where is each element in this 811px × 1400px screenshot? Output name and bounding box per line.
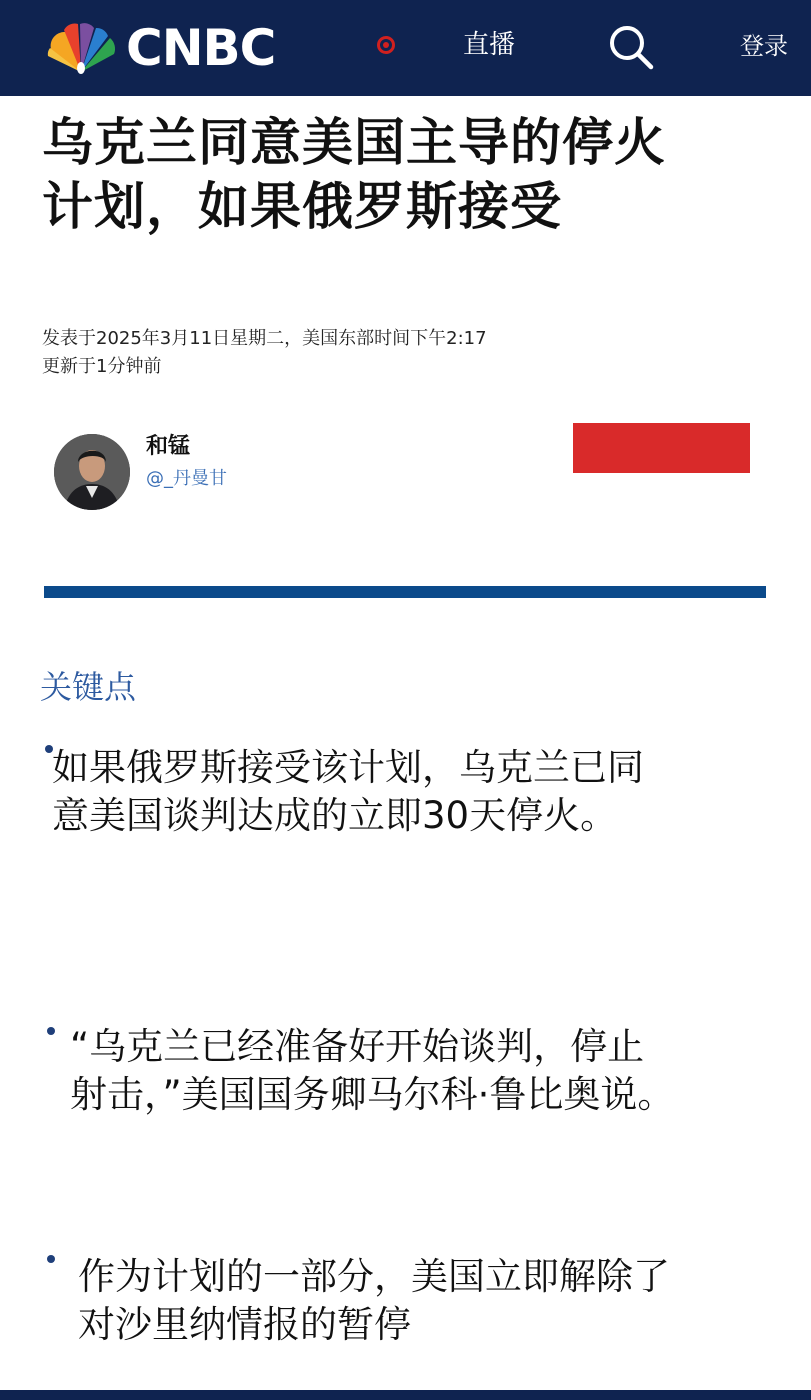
follow-button[interactable] — [573, 423, 750, 473]
article-meta — [42, 325, 742, 381]
key-point-1: 如果俄罗斯接受该计划，乌克兰已同意美国谈判达成的立即30天停火。 — [52, 746, 644, 837]
brand-wordmark: CNBC — [126, 19, 276, 77]
section-divider — [44, 586, 766, 598]
key-points-title: 关键点 — [40, 668, 137, 706]
author-photo — [54, 434, 130, 510]
login-link[interactable]: 登录 — [740, 32, 788, 60]
live-link[interactable]: 直播 — [463, 30, 516, 60]
published-timestamp: 发表于2025年3月11日星期二，美国东部时间下午2:17 — [42, 328, 487, 349]
cnbc-logo[interactable] — [42, 20, 275, 76]
key-point-2: “乌克兰已经准备好开始谈判，停止射击，”美国国务卿马尔科·鲁比奥说。 — [70, 1025, 675, 1116]
search-icon — [606, 22, 656, 72]
bullet-dot — [47, 1027, 55, 1035]
bottom-bar — [0, 1390, 811, 1400]
top-nav-bar — [0, 0, 811, 96]
article-headline: 乌克兰同意美国主导的停火计划，如果俄罗斯接受 — [42, 114, 667, 237]
author-handle[interactable]: @_丹曼甘 — [146, 468, 227, 489]
author-avatar[interactable] — [54, 434, 130, 510]
peacock-logo-icon — [42, 22, 120, 74]
author-name[interactable]: 和锰 — [146, 434, 191, 459]
bullet-dot — [47, 1255, 55, 1263]
search-button[interactable] — [606, 22, 656, 72]
key-point-3: 作为计划的一部分，美国立即解除了对沙里纳情报的暂停 — [78, 1255, 670, 1346]
live-dot-icon[interactable] — [377, 36, 395, 54]
updated-timestamp: 更新于1分钟前 — [42, 356, 162, 377]
